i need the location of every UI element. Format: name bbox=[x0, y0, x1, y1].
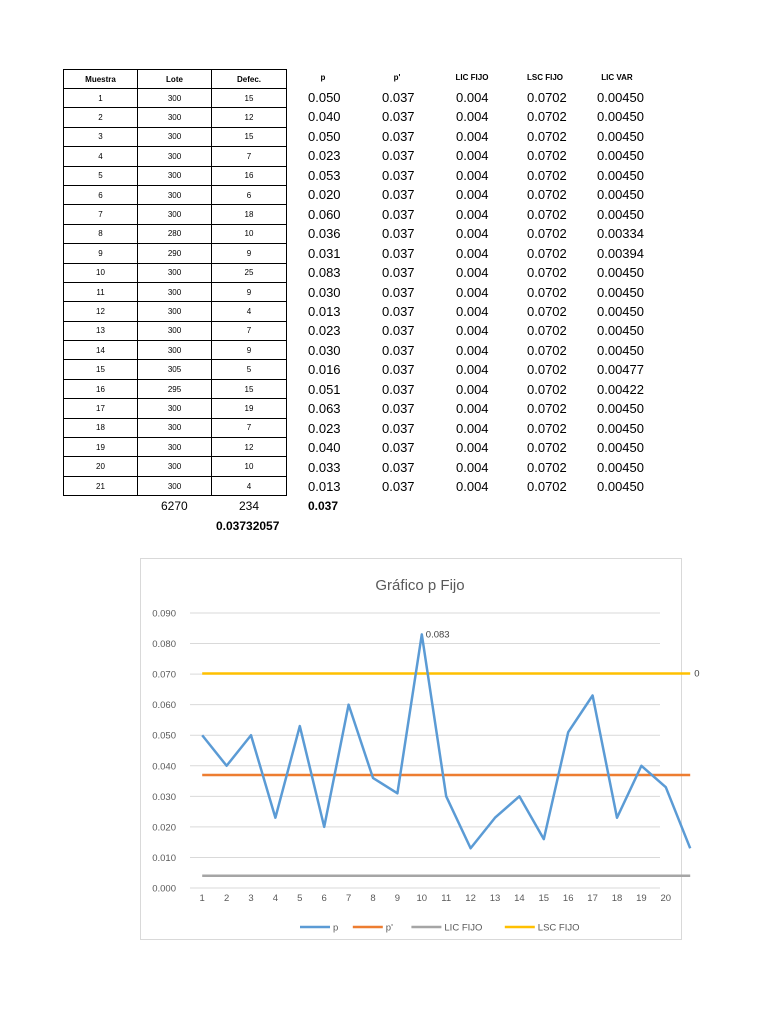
calc-cell: 0.0702 bbox=[527, 167, 567, 183]
calc-cell: 0.0702 bbox=[527, 90, 567, 105]
table-row bbox=[64, 244, 287, 263]
calc-cell: 0.0702 bbox=[527, 148, 567, 164]
cell-lote: 300 bbox=[138, 89, 212, 108]
calc-cell: 0.037 bbox=[382, 167, 415, 183]
calc-cell: 0.0702 bbox=[527, 284, 567, 300]
table-row bbox=[64, 282, 287, 301]
calc-cell: 0.030 bbox=[308, 342, 341, 358]
cell-muestra: 3 bbox=[64, 127, 138, 146]
cell-lote: 300 bbox=[138, 341, 212, 360]
cell-defec: 12 bbox=[212, 108, 287, 127]
calc-cell: 0.040 bbox=[308, 109, 341, 125]
table-row bbox=[64, 476, 287, 495]
calc-cell: 0.037 bbox=[382, 342, 415, 358]
y-tick-label: 0.060 bbox=[152, 700, 176, 712]
calc-cell: 0.060 bbox=[308, 206, 341, 222]
cell-defec: 12 bbox=[212, 438, 287, 457]
cell-muestra: 18 bbox=[64, 418, 138, 437]
x-tick-label: 13 bbox=[489, 893, 501, 904]
cell-defec: 5 bbox=[212, 360, 287, 379]
cell-lote: 300 bbox=[138, 147, 212, 166]
calc-cell: 0.0702 bbox=[527, 479, 567, 494]
table-row bbox=[64, 166, 287, 185]
calc-cell: 0.004 bbox=[456, 381, 489, 397]
cell-muestra: 10 bbox=[64, 263, 138, 282]
calc-cell: 0.0702 bbox=[527, 206, 567, 222]
calc-cell: 0.00477 bbox=[597, 362, 644, 378]
chart-title: Gráfico p Fijo bbox=[375, 577, 465, 594]
table-row bbox=[64, 224, 287, 243]
cell-lote: 280 bbox=[138, 224, 212, 243]
cell-lote: 300 bbox=[138, 438, 212, 457]
calc-cell: 0.013 bbox=[308, 303, 341, 319]
table-row bbox=[64, 127, 287, 146]
y-tick-label: 0.070 bbox=[152, 669, 176, 681]
cell-defec: 19 bbox=[212, 399, 287, 418]
table-row bbox=[64, 399, 287, 418]
data-label: 0 bbox=[694, 668, 700, 680]
calc-cell: 0.037 bbox=[382, 459, 415, 475]
calc-cell: 0.023 bbox=[308, 323, 341, 339]
x-tick-label: 17 bbox=[587, 893, 598, 904]
cell-muestra: 16 bbox=[64, 379, 138, 398]
x-tick-label: 11 bbox=[441, 893, 452, 904]
table-row bbox=[64, 89, 287, 108]
cell-defec: 9 bbox=[212, 341, 287, 360]
cell-muestra: 13 bbox=[64, 321, 138, 340]
table-row bbox=[64, 108, 287, 127]
cell-defec: 15 bbox=[212, 89, 287, 108]
calc-header: LIC FIJO bbox=[455, 73, 489, 82]
calc-header: LIC VAR bbox=[601, 73, 633, 82]
calc-cell: 0.00422 bbox=[597, 381, 644, 397]
cell-lote: 300 bbox=[138, 418, 212, 437]
calc-cell: 0.037 bbox=[382, 440, 415, 456]
cell-lote: 300 bbox=[138, 399, 212, 418]
cell-muestra: 6 bbox=[64, 185, 138, 204]
cell-muestra: 14 bbox=[64, 341, 138, 360]
cell-defec: 18 bbox=[212, 205, 287, 224]
header-defec: Defec. bbox=[212, 70, 287, 89]
cell-defec: 9 bbox=[212, 282, 287, 301]
calc-cell: 0.020 bbox=[308, 187, 341, 203]
calc-cell: 0.031 bbox=[308, 245, 341, 261]
calc-cell: 0.004 bbox=[456, 362, 489, 378]
calc-cell: 0.037 bbox=[382, 362, 415, 378]
x-tick-label: 18 bbox=[611, 893, 623, 904]
calc-cell: 0.004 bbox=[456, 206, 489, 222]
calc-cell: 0.036 bbox=[308, 226, 341, 242]
table-row bbox=[64, 185, 287, 204]
y-tick-label: 0.050 bbox=[152, 730, 176, 742]
calc-cell: 0.00450 bbox=[597, 167, 644, 183]
y-tick-label: 0.000 bbox=[152, 883, 176, 895]
total-lote: 6270 bbox=[161, 499, 188, 513]
cell-muestra: 15 bbox=[64, 360, 138, 379]
calc-cell: 0.037 bbox=[382, 420, 415, 436]
cell-defec: 7 bbox=[212, 418, 287, 437]
cell-lote: 300 bbox=[138, 282, 212, 301]
calc-cell: 0.004 bbox=[456, 167, 489, 183]
calc-cell: 0.004 bbox=[456, 148, 489, 164]
header-muestra: Muestra bbox=[64, 70, 138, 89]
cell-lote: 300 bbox=[138, 108, 212, 127]
calc-cell: 0.004 bbox=[456, 479, 489, 494]
table-header-row bbox=[64, 70, 287, 89]
legend-label: p' bbox=[385, 922, 393, 934]
calc-cell: 0.004 bbox=[456, 128, 489, 144]
calc-cell: 0.023 bbox=[308, 148, 341, 164]
calc-cell: 0.004 bbox=[456, 342, 489, 358]
y-tick-label: 0.020 bbox=[152, 822, 176, 834]
calc-cell: 0.053 bbox=[308, 167, 341, 183]
calc-header: p' bbox=[393, 73, 401, 82]
calc-cell: 0.0702 bbox=[527, 342, 567, 358]
cell-defec: 4 bbox=[212, 476, 287, 495]
calc-cell: 0.00450 bbox=[597, 401, 644, 417]
calc-cell: 0.004 bbox=[456, 245, 489, 261]
calc-cell: 0.00450 bbox=[597, 323, 644, 339]
cell-lote: 300 bbox=[138, 166, 212, 185]
calc-cell: 0.083 bbox=[308, 265, 341, 281]
calc-cell: 0.0702 bbox=[527, 128, 567, 144]
calc-cell: 0.0702 bbox=[527, 381, 567, 397]
cell-defec: 6 bbox=[212, 185, 287, 204]
calc-cell: 0.023 bbox=[308, 420, 341, 436]
y-tick-label: 0.040 bbox=[152, 761, 176, 773]
cell-lote: 300 bbox=[138, 302, 212, 321]
calc-cell: 0.037 bbox=[382, 90, 415, 105]
calc-cell: 0.0702 bbox=[527, 401, 567, 417]
calc-cell: 0.004 bbox=[456, 440, 489, 456]
calc-cell: 0.037 bbox=[382, 265, 415, 281]
calc-cell: 0.004 bbox=[456, 187, 489, 203]
series-line-p bbox=[202, 634, 690, 848]
y-tick-label: 0.030 bbox=[152, 791, 176, 803]
calc-cell: 0.0702 bbox=[527, 303, 567, 319]
calc-cell: 0.00450 bbox=[597, 420, 644, 436]
calc-cell: 0.004 bbox=[456, 401, 489, 417]
calc-cell: 0.00450 bbox=[597, 109, 644, 125]
table-row bbox=[64, 302, 287, 321]
cell-lote: 295 bbox=[138, 379, 212, 398]
calc-cell: 0.0702 bbox=[527, 187, 567, 203]
calc-cell: 0.004 bbox=[456, 226, 489, 242]
calc-cell: 0.037 bbox=[382, 381, 415, 397]
table-row bbox=[64, 360, 287, 379]
calc-cell: 0.037 bbox=[382, 226, 415, 242]
p-control-chart bbox=[140, 558, 700, 938]
calc-cell: 0.004 bbox=[456, 459, 489, 475]
cell-muestra: 8 bbox=[64, 224, 138, 243]
calc-cell: 0.037 bbox=[382, 206, 415, 222]
x-tick-label: 2 bbox=[223, 893, 230, 904]
calc-cell: 0.00450 bbox=[597, 187, 644, 203]
calc-cell: 0.0702 bbox=[527, 420, 567, 436]
calc-cell: 0.050 bbox=[308, 90, 341, 105]
calc-cell: 0.004 bbox=[456, 265, 489, 281]
cell-muestra: 4 bbox=[64, 147, 138, 166]
x-tick-label: 10 bbox=[416, 893, 428, 904]
calc-cell: 0.0702 bbox=[527, 109, 567, 125]
cell-muestra: 5 bbox=[64, 166, 138, 185]
calc-cell: 0.00450 bbox=[597, 342, 644, 358]
calc-cell: 0.040 bbox=[308, 440, 341, 456]
x-tick-label: 9 bbox=[394, 893, 401, 904]
cell-lote: 300 bbox=[138, 205, 212, 224]
cell-lote: 300 bbox=[138, 476, 212, 495]
cell-muestra: 9 bbox=[64, 244, 138, 263]
legend-label: LSC FIJO bbox=[537, 922, 580, 934]
cell-muestra: 7 bbox=[64, 205, 138, 224]
cell-muestra: 17 bbox=[64, 399, 138, 418]
calc-cell: 0.0702 bbox=[527, 323, 567, 339]
header-lote: Lote bbox=[138, 70, 212, 89]
cell-defec: 10 bbox=[212, 457, 287, 476]
table-row bbox=[64, 321, 287, 340]
calc-cell: 0.0702 bbox=[527, 245, 567, 261]
calc-cell: 0.016 bbox=[308, 362, 341, 378]
cell-defec: 15 bbox=[212, 127, 287, 146]
x-tick-label: 19 bbox=[636, 893, 647, 904]
x-tick-label: 20 bbox=[660, 893, 672, 904]
table-row bbox=[64, 379, 287, 398]
x-tick-label: 16 bbox=[562, 893, 574, 904]
cell-muestra: 1 bbox=[64, 89, 138, 108]
calc-cell: 0.004 bbox=[456, 303, 489, 319]
data-table bbox=[63, 69, 287, 496]
calc-cell: 0.00450 bbox=[597, 148, 644, 164]
y-tick-label: 0.080 bbox=[152, 639, 176, 651]
x-tick-label: 8 bbox=[370, 893, 376, 904]
cell-defec: 4 bbox=[212, 302, 287, 321]
table-row bbox=[64, 205, 287, 224]
cell-lote: 300 bbox=[138, 263, 212, 282]
calc-cell: 0.00450 bbox=[597, 479, 644, 494]
x-tick-label: 4 bbox=[272, 893, 279, 904]
x-tick-label: 6 bbox=[321, 893, 327, 904]
legend-label: LIC FIJO bbox=[444, 922, 483, 934]
x-tick-label: 1 bbox=[199, 893, 205, 904]
calc-cell: 0.004 bbox=[456, 323, 489, 339]
calc-cell: 0.033 bbox=[308, 459, 341, 475]
calc-cell: 0.037 bbox=[382, 148, 415, 164]
cell-defec: 16 bbox=[212, 166, 287, 185]
x-tick-label: 12 bbox=[465, 893, 476, 904]
cell-muestra: 2 bbox=[64, 108, 138, 127]
calc-cell: 0.063 bbox=[308, 401, 341, 417]
cell-muestra: 11 bbox=[64, 282, 138, 301]
table-row bbox=[64, 457, 287, 476]
cell-lote: 300 bbox=[138, 321, 212, 340]
calc-cell: 0.00450 bbox=[597, 206, 644, 222]
calc-cell: 0.037 bbox=[382, 303, 415, 319]
cell-lote: 300 bbox=[138, 457, 212, 476]
calc-cell: 0.030 bbox=[308, 284, 341, 300]
cell-defec: 7 bbox=[212, 147, 287, 166]
calc-cell: 0.00450 bbox=[597, 440, 644, 456]
cell-defec: 7 bbox=[212, 321, 287, 340]
total-defec: 234 bbox=[239, 499, 260, 513]
calc-cell: 0.00450 bbox=[597, 303, 644, 319]
cell-lote: 305 bbox=[138, 360, 212, 379]
x-tick-label: 14 bbox=[514, 893, 525, 904]
cell-defec: 15 bbox=[212, 379, 287, 398]
calc-cell: 0.037 bbox=[382, 479, 415, 494]
calc-cell: 0.013 bbox=[308, 479, 341, 494]
data-label: 0.083 bbox=[425, 629, 450, 641]
calc-cell: 0.00394 bbox=[597, 245, 644, 261]
calc-cell: 0.0702 bbox=[527, 265, 567, 281]
calc-cell: 0.004 bbox=[456, 90, 489, 105]
table-row bbox=[64, 418, 287, 437]
calc-cell: 0.0702 bbox=[527, 440, 567, 456]
ratio-value: 0.03732057 bbox=[216, 519, 280, 533]
table-row bbox=[64, 263, 287, 282]
calc-cell: 0.0702 bbox=[527, 459, 567, 475]
legend-label: p bbox=[333, 922, 339, 934]
cell-defec: 25 bbox=[212, 263, 287, 282]
calc-cell: 0.037 bbox=[382, 323, 415, 339]
calc-cell: 0.051 bbox=[308, 381, 341, 397]
calc-cell: 0.037 bbox=[382, 284, 415, 300]
calc-cell: 0.00334 bbox=[597, 226, 644, 242]
cell-muestra: 20 bbox=[64, 457, 138, 476]
calc-cell: 0.00450 bbox=[597, 90, 644, 105]
calc-cell: 0.037 bbox=[382, 128, 415, 144]
calc-cell: 0.00450 bbox=[597, 265, 644, 281]
calc-cell: 0.004 bbox=[456, 420, 489, 436]
cell-lote: 300 bbox=[138, 127, 212, 146]
p-total: 0.037 bbox=[308, 499, 339, 513]
y-tick-label: 0.010 bbox=[152, 852, 176, 864]
cell-defec: 9 bbox=[212, 244, 287, 263]
calc-cell: 0.037 bbox=[382, 245, 415, 261]
calc-cell: 0.00450 bbox=[597, 284, 644, 300]
cell-lote: 300 bbox=[138, 185, 212, 204]
x-tick-label: 7 bbox=[345, 893, 352, 904]
calc-cell: 0.037 bbox=[382, 401, 415, 417]
calc-cell: 0.037 bbox=[382, 187, 415, 203]
calc-cell: 0.00450 bbox=[597, 459, 644, 475]
x-tick-label: 3 bbox=[248, 893, 254, 904]
calc-cell: 0.0702 bbox=[527, 226, 567, 242]
cell-muestra: 19 bbox=[64, 438, 138, 457]
calc-cell: 0.004 bbox=[456, 284, 489, 300]
cell-defec: 10 bbox=[212, 224, 287, 243]
calc-cell: 0.00450 bbox=[597, 128, 644, 144]
calc-header: p bbox=[320, 73, 326, 82]
x-tick-label: 5 bbox=[297, 893, 303, 904]
table-row bbox=[64, 438, 287, 457]
table-row bbox=[64, 147, 287, 166]
cell-muestra: 12 bbox=[64, 302, 138, 321]
calc-cell: 0.0702 bbox=[527, 362, 567, 378]
calc-cell: 0.050 bbox=[308, 128, 341, 144]
calc-cell: 0.037 bbox=[382, 109, 415, 125]
table-row bbox=[64, 341, 287, 360]
calc-cell: 0.004 bbox=[456, 109, 489, 125]
calc-header: LSC FIJO bbox=[526, 73, 563, 82]
y-tick-label: 0.090 bbox=[152, 608, 176, 620]
cell-muestra: 21 bbox=[64, 476, 138, 495]
cell-lote: 290 bbox=[138, 244, 212, 263]
x-tick-label: 15 bbox=[538, 893, 550, 904]
